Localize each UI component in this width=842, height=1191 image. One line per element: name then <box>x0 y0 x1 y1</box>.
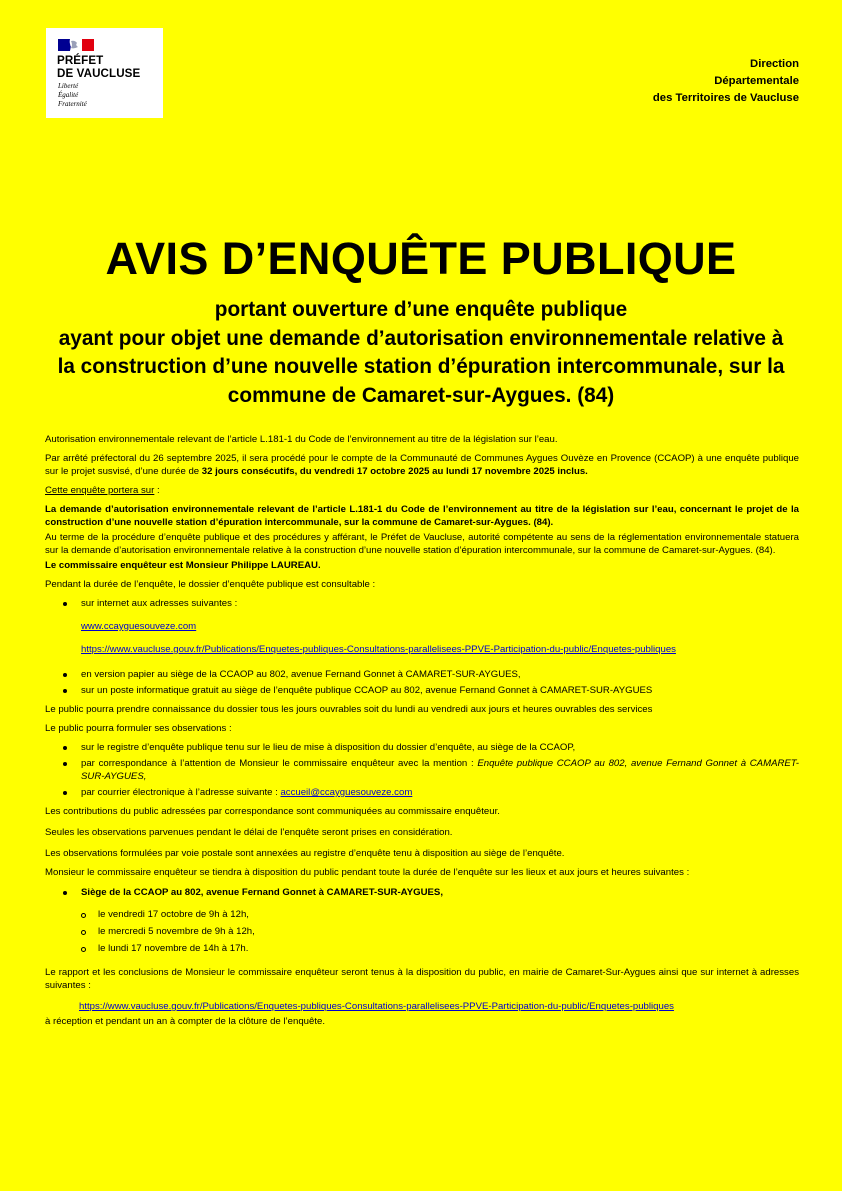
consultation-intro: Pendant la durée de l’enquête, le dossier d’enquête publique est consultable : <box>45 579 376 590</box>
permanence-place: Siège de la CCAOP au 802, avenue Fernand Gonnet à CAMARET-SUR-AYGUES, <box>45 886 799 899</box>
obs-mail-mention: Enquête publique CCAOP au 802, avenue Fernand Gonnet à CAMARET-SUR-AYGUES, <box>81 758 799 782</box>
commissioner: Le commissaire enquêteur est Monsieur Philippe LAUREAU. <box>45 560 321 571</box>
direction-line-3: des Territoires de Vaucluse <box>652 92 799 104</box>
motto-fraternite: Fraternité <box>58 99 87 108</box>
consult-internet: sur internet aux adresses suivantes : <box>45 597 799 610</box>
contact-email-link[interactable]: accueil@ccayguesouveze.com <box>280 787 413 798</box>
report-availability: Le rapport et les conclusions de Monsieur le commissaire enquêteur seront tenus à la disposition du public, en mairie de Camaret-Sur-Aygues ainsi que sur internet à adresses suivantes : <box>45 967 799 991</box>
consultation-hours: Le public pourra prendre connaissance du dossier tous les jours ouvrables soit du lundi au vendredi aux jours et heures ouvrables des services <box>45 704 653 715</box>
report-duration: à réception et pendant un an à compter de la clôture de l’enquête. <box>45 1016 326 1027</box>
obs-register: sur le registre d’enquête publique tenu sur le lieu de mise à disposition du dossier d’enquête, au siège de la CCAOP, <box>45 741 799 754</box>
issuing-direction <box>653 56 799 107</box>
permanences-intro: Monsieur le commissaire enquêteur se tiendra à disposition du public pendant toute la durée de l’enquête sur les lieux et aux jours et heures suivantes : <box>45 867 690 878</box>
observations-intro: Le public pourra formuler ses observations : <box>45 723 232 734</box>
prefectoral-decree <box>45 452 799 478</box>
obs-email <box>45 786 799 799</box>
report-vaucluse-link[interactable]: https://www.vaucluse.gouv.fr/Publications/Enquetes-publiques-Consultations-parallelisees-PPVE-Participation-du-public/Enquetes-publiques <box>79 1001 674 1012</box>
motto-egalite: Égalité <box>58 90 79 99</box>
deadline-note: Seules les observations parvenues pendant le délai de l’enquête seront prises en considération. <box>45 827 453 838</box>
obs-email-text: par courrier électronique à l’adresse suivante : <box>81 787 281 798</box>
contributions-note: Les contributions du public adressées par correspondance sont communiquées au commissaire enquêteur. <box>45 806 500 817</box>
subtitle-line-1: portant ouverture d’une enquête publique <box>214 298 628 321</box>
subtitle-line-3: la construction d’une nouvelle station d’épuration intercommunale, sur la <box>57 355 785 379</box>
ccaop-website-link[interactable]: www.ccayguesouveze.com <box>81 621 197 632</box>
consult-paper: en version papier au siège de la CCAOP au 802, avenue Fernand Gonnet à CAMARET-SUR-AYGUES, <box>45 668 799 681</box>
subtitle <box>30 296 812 410</box>
logo-motto <box>58 82 87 108</box>
logo-line-1: PRÉFET <box>57 54 104 67</box>
permanence-1: le vendredi 17 octobre de 9h à 12h, <box>45 908 799 921</box>
logo-title <box>57 55 140 80</box>
subject-heading-colon: : <box>154 485 160 496</box>
motto-liberte: Liberté <box>58 82 79 90</box>
prefecture-logo <box>46 28 163 118</box>
subject-heading-line <box>45 484 799 497</box>
permanence-3: le lundi 17 novembre de 14h à 17h. <box>45 942 799 955</box>
subtitle-line-4: commune de Camaret-sur-Aygues. (84) <box>227 383 615 407</box>
report-url-line <box>45 1000 799 1013</box>
enquiry-duration: 32 jours consécutifs, du vendredi 17 octobre 2025 au lundi 17 novembre 2025 inclus. <box>201 466 588 477</box>
page-title: AVIS D’ENQUÊTE PUBLIQUE <box>105 233 737 284</box>
decree-text: Par arrêté préfectoral du 26 septembre 2025, il sera procédé pour le compte de la Communauté de Communes Aygues Ouvèze en Provence (CCAOP) à une enquête publique sur le projet susvisé, d’une durée de <box>45 453 799 477</box>
postal-note: Les observations formulées par voie postale sont annexées au registre d’enquête tenu à disposition au siège de l’enquête. <box>45 848 565 859</box>
direction-line-2: Départementale <box>714 75 799 87</box>
obs-mail <box>45 757 799 783</box>
logo-line-2: DE VAUCLUSE <box>57 66 141 80</box>
direction-line-1: Direction <box>750 58 799 70</box>
marianne-flag-icon <box>58 38 94 52</box>
consult-computer: sur un poste informatique gratuit au siège de l’enquête publique CCAOP au 802, avenue Fernand Gonnet à CAMARET-SUR-AYGUES <box>45 684 799 697</box>
legal-basis: Autorisation environnementale relevant de l’article L.181-1 du Code de l’environnement au titre de la législation sur l’eau. <box>45 434 558 445</box>
permanence-2: le mercredi 5 novembre de 9h à 12h, <box>45 925 799 938</box>
obs-mail-text: par correspondance à l’attention de Monsieur le commissaire enquêteur avec la mention : <box>81 758 478 769</box>
authority-text: Au terme de la procédure d’enquête publique et des procédures y afférant, le Préfet de Vaucluse, autorité compétente au sens de la réglementation environnementale statuera sur la demande d’autorisation environnementale relative à la construction d’une nouvelle station d’épuration intercommunale, sur la commune de Camaret-sur-Aygues. (84). <box>45 532 799 556</box>
notice-body <box>45 433 799 1028</box>
vaucluse-enquiry-link[interactable]: https://www.vaucluse.gouv.fr/Publications/Enquetes-publiques-Consultations-parallelisees-PPVE-Participation-du-public/Enquetes-publiques <box>81 644 676 655</box>
subject-text: La demande d’autorisation environnementale relevant de l’article L.181-1 du Code de l’environnement au titre de la législation sur l’eau, concernant le projet de la construction d’une nouvelle station d’épuration intercommunale, sur la commune de Camaret-sur-Aygues. (84). <box>45 504 799 528</box>
url-line-ccaop <box>45 620 799 633</box>
subtitle-line-2: ayant pour objet une demande d’autorisation environnementale relative à <box>58 326 784 350</box>
url-line-vaucluse <box>45 643 799 656</box>
subject-heading: Cette enquête portera sur <box>45 485 155 496</box>
